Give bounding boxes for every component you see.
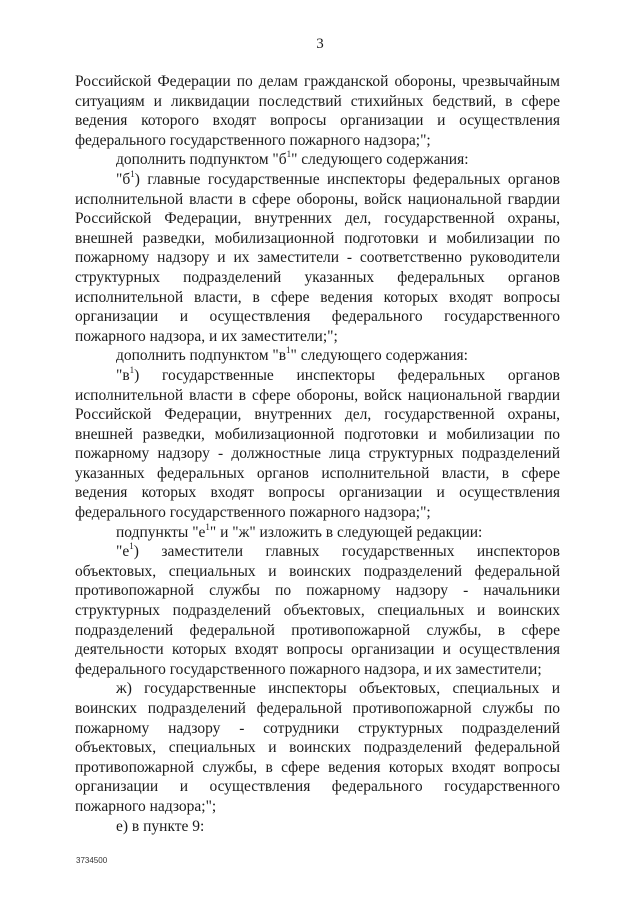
superscript: 1 [286,149,292,160]
superscript: 1 [286,345,291,356]
paragraph [75,679,560,816]
paragraph-text: " следующего содержания: [290,347,468,365]
superscript: 1 [129,541,134,552]
paragraph-text: Российской Федерации по делам гражданской обороны, чрезвычайным ситуациям и ликвидации последствий стихийных бедствий, в сфере ведения которого входят вопросы организации и осуществления федерального государственного пожарного надзора;"; [75,73,560,149]
paragraph-text: ) заместители главных государственных инспекторов объектовых, специальных и воинских подразделений федеральной противопожарной службы по пожарному надзору - начальники структурных подразделений объектовых, специальных и воинских подразделений федеральной противопожарной службы, в сфере деятельности которых входят вопросы организации и осуществления федерального государственного пожарного надзора, и их заместители; [75,543,560,678]
document-body [75,72,560,836]
paragraph-text: ) государственные инспекторы федеральных органов исполнительной власти в сфере обороны, войск национальной гвардии Российской Федерации, внутренних дел, государственной охраны, внешней разведки, мобилизационной подготовки и мобилизации по пожарному надзору - должностные лица структурных подразделений указанных федеральных органов исполнительной власти, в сфере ведения которых входят вопросы организации и осуществления федерального государственного пожарного надзора;"; [75,366,560,522]
page-number: 3 [316,36,324,52]
paragraph-text: дополнить подпунктом "б [116,151,287,169]
paragraph [75,523,560,543]
superscript: 1 [129,364,135,375]
paragraph-text: подпункты "е [116,523,206,541]
document-id: 3734500 [76,856,108,865]
paragraph [75,817,560,837]
paragraph [75,542,560,679]
paragraph-text: "е [116,543,130,561]
superscript: 1 [205,521,210,532]
paragraph [75,150,560,170]
paragraph [75,346,560,366]
paragraph-text: дополнить подпунктом "в [116,347,287,365]
paragraph-text: " следующего содержания: [291,151,469,169]
paragraph-text: ж) государственные инспекторы объектовых, специальных и воинских подразделений федеральной противопожарной службы по пожарному надзору - сотрудники структурных подразделений объектовых, специальных и воинских подразделений федеральной противопожарной службы, в сфере ведения которых входят вопросы организации и осуществления федерального государственного пожарного надзора;"; [75,680,560,815]
paragraph-text: е) в пункте 9: [116,817,205,835]
superscript: 1 [130,168,135,179]
paragraph-text: "в [116,366,130,384]
paragraph [75,170,560,346]
paragraph-text: "б [116,170,131,188]
paragraph-text: ) главные государственные инспекторы федеральных органов исполнительной власти в сфере обороны, войск национальной гвардии Российской Федерации, внутренних дел, государственной охраны, внешней разведки, мобилизационной подготовки и мобилизации по пожарному надзору и их заместители - соответственно руководители структурных подразделений указанных федеральных органов исполнительной власти, в сфере ведения которых входят вопросы организации и осуществления федерального государственного пожарного надзора, и их заместители;"; [75,170,560,345]
paragraph [75,72,560,150]
paragraph-text: " и "ж" изложить в следующей редакции: [209,523,483,541]
paragraph [75,366,560,523]
